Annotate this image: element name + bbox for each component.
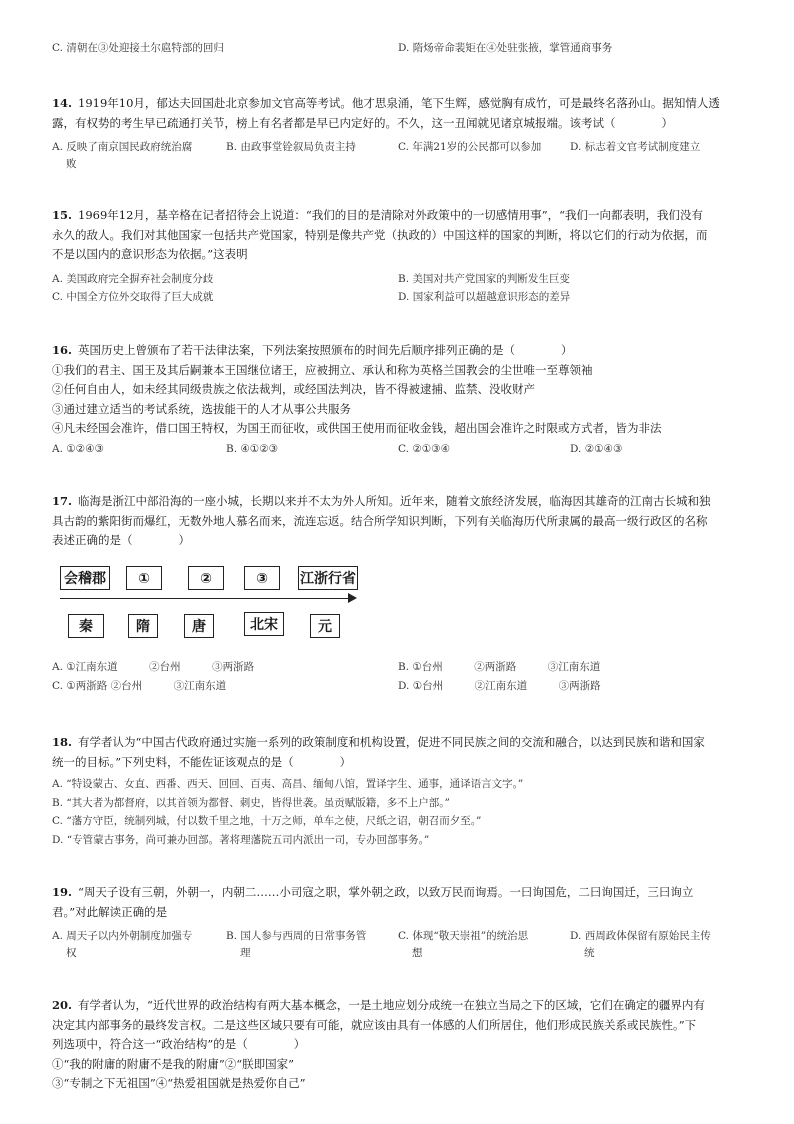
q16-option-d: D. ②①④③ <box>570 443 623 455</box>
q18-option-d: D. “专管蒙古事务，尚可兼办回部。著将理藩院五司内派出一司，专办回部事务。” <box>52 834 430 846</box>
question-stem-line: 表述正确的是（ ） <box>52 533 190 547</box>
timeline-box-bottom-2: 隋 <box>128 614 158 638</box>
q14-option-b: B. 由政事堂铨叙局负责主持 <box>226 141 356 153</box>
question-16 <box>52 341 742 439</box>
timeline-box-top-5: 江浙行省 <box>298 566 358 590</box>
timeline-box-bottom-1: 秦 <box>68 614 104 638</box>
timeline-box-bottom-3: 唐 <box>184 614 214 638</box>
q16-option-b: B. ④①②③ <box>226 443 279 455</box>
question-stem-line: 永久的敌人。我们对其他国家一包括共产党国家，特别是像共产党（执政的）中国这样的国家的判断，将以它们的行动为依据，而 <box>52 227 708 242</box>
q13-option-c: C. 清朝在③处迎接土尔扈特部的回归 <box>52 42 224 54</box>
q19-option-a: A. 周天子以内外朝制度加强专 <box>52 930 193 942</box>
question-number: 14. <box>52 96 73 110</box>
question-stem-line: 统一的目标。”下列史料，不能佐证该观点的是（ ） <box>52 754 352 769</box>
q19-option-c: C. 体现“敬天崇祖”的统治思 <box>398 930 529 942</box>
q14-option-c: C. 年满21岁的公民都可以参加 <box>398 141 542 153</box>
q15-option-a: A. 美国政府完全摒弃社会制度分歧 <box>52 273 214 285</box>
timeline-box-bottom-5: 元 <box>310 614 340 638</box>
timeline-arrow-line <box>60 598 350 599</box>
question-stem-line: 有学者认为“中国古代政府通过实施一系列的政策制度和机构设置，促进不同民族之间的交流和融合，以达到民族和谐和国家 <box>78 735 705 749</box>
q15-option-d: D. 国家利益可以超越意识形态的差异 <box>398 291 571 303</box>
q18-option-a: A. “特设蒙古、女直、西番、西天、回回、百夷、高昌、缅甸八馆，置译字生、通事，通译语言文字。” <box>52 778 524 790</box>
q17-option-d: D. ①台州 ②江南东道 ③两浙路 <box>398 680 601 692</box>
q15-option-c: C. 中国全方位外交取得了巨大成就 <box>52 291 214 303</box>
question-stem-line: 1969年12月，基辛格在记者招待会上说道：“我们的目的是清除对外政策中的一切感情用事”，“我们一向都表明，我们没有 <box>78 208 704 222</box>
question-number: 16. <box>52 343 73 357</box>
statement-line-2: ③“专制之下无祖国”④“热爱祖国就是热爱你自己” <box>52 1076 306 1090</box>
statement-2: ②任何自由人，如未经其同级贵族之依法裁判，或经国法判决，皆不得被逮捕、监禁、没收财产 <box>52 382 535 396</box>
q15-option-b: B. 美国对共产党国家的判断发生巨变 <box>398 273 570 285</box>
q17-option-a: A. ①江南东道 ②台州 ③两浙路 <box>52 661 255 673</box>
timeline-box-bottom-4: 北宋 <box>244 612 284 636</box>
q18-option-c: C. “藩方守臣，统制列城，付以数千里之地，十万之师，单车之使，尺纸之诏，朝召而夕至。” <box>52 815 482 827</box>
q19-option-b: B. 国人参与西周的日常事务管 <box>226 930 367 942</box>
q17-option-b: B. ①台州 ②两浙路 ③江南东道 <box>398 661 601 673</box>
q14-option-d: D. 标志着文官考试制度建立 <box>570 141 701 153</box>
question-number: 15. <box>52 208 73 222</box>
question-stem-line: 1919年10月，郁达夫回国赴北京参加文官高等考试。他才思泉涌，笔下生辉，感觉胸有成竹，可是最终名落孙山。据知情人透 <box>78 96 720 110</box>
q18-option-b: B. “其大者为都督府，以其首领为都督、刺史，皆得世袭。虽贡赋版籍，多不上户部。” <box>52 797 450 809</box>
question-number: 18. <box>52 735 73 749</box>
q17-option-c: C. ①两浙路 ②台州 ③江南东道 <box>52 680 227 692</box>
question-18 <box>52 733 742 772</box>
question-15 <box>52 206 742 265</box>
question-stem-line: 临海是浙江中部沿海的一座小城，长期以来并不太为外人所知。近年来，随着文旅经济发展，临海因其雄奇的江南古长城和独 <box>78 494 711 508</box>
q14-option-a-wrap: 败 <box>66 158 77 170</box>
timeline-box-top-4: ③ <box>244 566 280 590</box>
timeline-box-top-2: ① <box>126 566 162 590</box>
question-stem-line: 露，有权势的考生早已疏通打关节，榜上有名者都是早已内定好的。不久，这一丑闻就见诸京城报端。该考试（ ） <box>52 115 673 130</box>
question-stem-line: 决定其内部事务的最终发言权。二是这些区域只要有可能，就应该由具有一体感的人们所居住，他们形成民族关系或民族性。”下 <box>52 1017 697 1032</box>
question-number: 17. <box>52 494 73 508</box>
question-stem-line: “周天子设有三朝，外朝一，内朝二……小司寇之职，掌外朝之政，以致万民而询焉。一曰询国危，二曰询国迁，三曰询立 <box>78 885 694 899</box>
question-17 <box>52 492 742 551</box>
timeline-box-top-1: 会稽郡 <box>60 566 110 590</box>
question-stem-line: 不是以国内的意识形态为依据。”这表明 <box>52 247 248 261</box>
question-19 <box>52 883 742 922</box>
q19-option-c-wrap: 想 <box>412 947 423 959</box>
q19-option-d: D. 西周政体保留有原始民主传 <box>570 930 711 942</box>
q13-option-d: D. 隋炀帝命裴矩在④处驻张掖，掌管通商事务 <box>398 42 613 54</box>
question-stem-line: 具古韵的紫阳街而爆红，无数外地人慕名而来，流连忘返。结合所学知识判断，下列有关临海历代所隶属的最高一级行政区的名称 <box>52 513 708 528</box>
question-stem-line: 君。”对此解读正确的是 <box>52 904 168 919</box>
q16-option-a: A. ①②④③ <box>52 443 104 455</box>
question-stem-line: 有学者认为，“近代世界的政治结构有两大基本概念，一是土地应划分成统一在独立当局之下的区域，它们在确定的疆界内有 <box>78 998 705 1012</box>
statement-4: ④凡未经国会准许，借口国王特权，为国王而征收，或供国王使用而征收金钱，超出国会准许之时限或方式者，皆为非法 <box>52 421 662 435</box>
question-number: 20. <box>52 998 73 1012</box>
question-stem-line: 列选项中，符合这一“政治结构”的是（ ） <box>52 1037 306 1051</box>
q16-option-c: C. ②①③④ <box>398 443 450 455</box>
question-stem: 英国历史上曾颁布了若干法律法案，下列法案按照颁布的时间先后顺序排列正确的是（ ） <box>78 343 573 357</box>
q19-option-a-wrap: 权 <box>66 947 77 959</box>
statement-1: ①我们的君主、国王及其后嗣兼本王国继位诸王，应被拥立、承认和称为英格兰国教会的尘世唯一至尊领袖 <box>52 362 593 377</box>
q19-option-d-wrap: 统 <box>584 947 595 959</box>
timeline-box-top-3: ② <box>188 566 224 590</box>
statement-line-1: ①“我的附庸的附庸不是我的附庸”②“朕即国家” <box>52 1056 295 1071</box>
q19-option-b-wrap: 理 <box>240 947 251 959</box>
question-number: 19. <box>52 885 73 899</box>
timeline-arrow-head <box>348 593 357 603</box>
statement-3: ③通过建立适当的考试系统，选拔能干的人才从事公共服务 <box>52 401 351 416</box>
question-14 <box>52 94 742 133</box>
question-20 <box>52 996 742 1094</box>
q14-option-a: A. 反映了南京国民政府统治腐 <box>52 141 193 153</box>
